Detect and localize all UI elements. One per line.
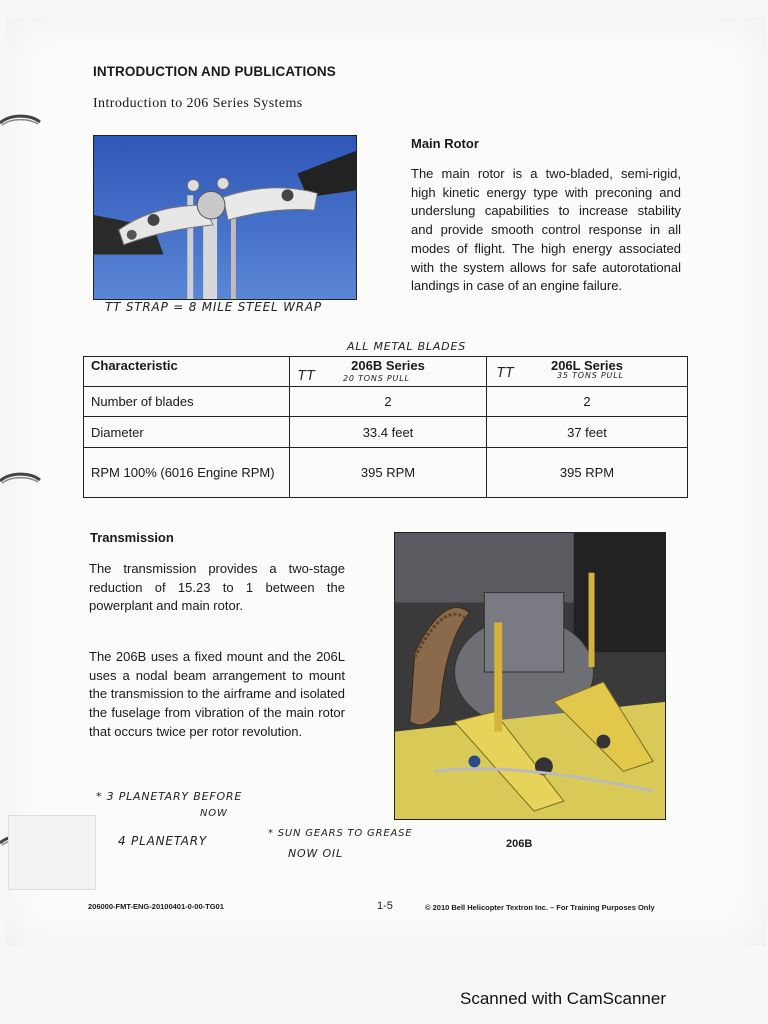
transmission-photo-caption: 206B (506, 838, 533, 850)
table-header-characteristic: Characteristic (84, 357, 290, 387)
handwritten-note-20-tons: 20 TONS PULL (343, 374, 410, 383)
handwritten-note-tt-206b: TT (298, 369, 316, 384)
table-cell: RPM 100% (6016 Engine RPM) (84, 448, 290, 498)
handwritten-note-now: NOW (200, 808, 228, 819)
main-rotor-description: The main rotor is a two-bladed, semi-rigid, high kinetic energy type with preconing and underslung capabilities to increase stability and provide smooth control response in all modes of flight. The high energy associated with the system allows for safe autorotational landings in case of an engine failure. (411, 166, 681, 294)
table-cell: 37 feet (487, 417, 688, 448)
handwritten-note-4-planetary: 4 PLANETARY (118, 834, 208, 848)
table-header-206l-label: 206L Series (550, 358, 624, 373)
transmission-description: The transmission provides a two-stage reduction of 15.23 to 1 between the powerplant and main rotor. (89, 561, 345, 614)
handwritten-note-sun-gears: * SUN GEARS TO GREASE (268, 828, 413, 839)
footer-document-id: 206000-FMT-ENG-20100401-0-00-TG01 (88, 902, 224, 911)
handwritten-note-3-planetary: * 3 PLANETARY BEFORE (96, 790, 243, 803)
transmission-title: Transmission (90, 530, 174, 545)
footer-copyright: © 2010 Bell Helicopter Textron Inc. – For Training Purposes Only (425, 903, 655, 912)
table-header-206b-label: 206B Series (351, 358, 425, 373)
transmission-mount-description: The 206B uses a fixed mount and the 206L uses a nodal beam arrangement to mount the transmission to the airframe and isolated the fuselage from vibration of the main rotor that occurs twice per rotor revolution. (89, 649, 345, 739)
table-cell: 2 (487, 387, 688, 417)
table-cell: 2 (290, 387, 487, 417)
binder-ring-icon (0, 112, 44, 134)
table-row (84, 387, 688, 417)
table-cell: 395 RPM (290, 448, 487, 498)
table-row (84, 448, 688, 498)
table-cell: Number of blades (84, 387, 290, 417)
handwritten-note-35-tons: 35 TONS PULL (557, 371, 624, 380)
table-row (84, 417, 688, 448)
handwritten-note-tt-strap: TT STRAP = 8 MILE STEEL WRAP (105, 300, 322, 314)
main-rotor-title: Main Rotor (411, 136, 479, 151)
page-heading: INTRODUCTION AND PUBLICATIONS (93, 64, 336, 79)
transmission-photo (394, 532, 666, 820)
binder-ring-icon (0, 470, 44, 492)
handwritten-note-now-oil: NOW OIL (288, 847, 343, 860)
handwritten-note-all-metal-blades: ALL METAL BLADES (347, 340, 466, 353)
scanner-watermark: Scanned with CamScanner (460, 989, 667, 1008)
page-subheading: Introduction to 206 Series Systems (93, 96, 303, 111)
table-cell: Diameter (84, 417, 290, 448)
page-tab (8, 815, 96, 890)
table-cell: 33.4 feet (290, 417, 487, 448)
handwritten-note-tt-206l: TT (497, 366, 515, 381)
main-rotor-photo (93, 135, 357, 300)
table-cell: 395 RPM (487, 448, 688, 498)
footer-page-number: 1-5 (377, 900, 393, 912)
